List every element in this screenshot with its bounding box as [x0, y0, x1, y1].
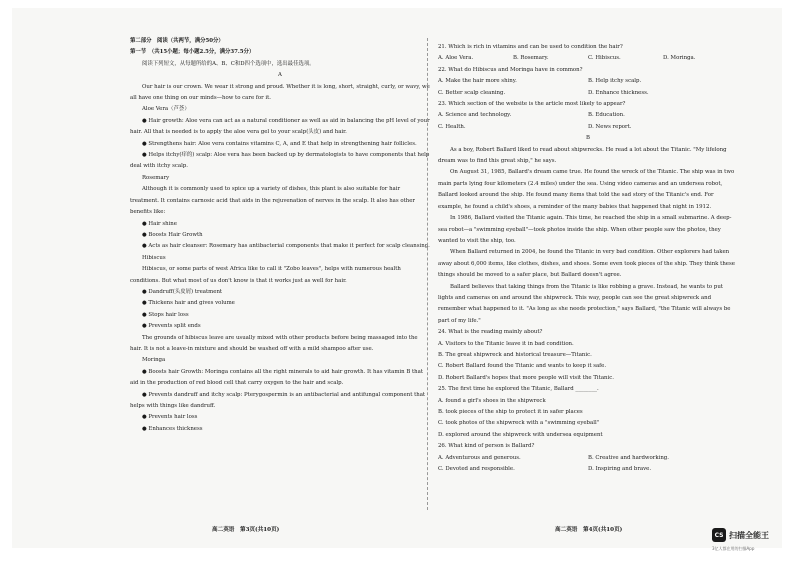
moringa-bullet-2: ● Prevents dandruff and itchy scalp: Pterygospermin is an antibacterial and antifungal component that helps with things like dandruff. — [130, 391, 426, 409]
q22-option-a: A. Make the hair more shiny. — [438, 78, 517, 85]
hibiscus-bullet-1: ● Dandruff(头皮屑) treatment — [142, 288, 223, 295]
scanner-app-name: 扫描全能王 — [729, 530, 769, 540]
section-title: 第一节 （共15小题；每小题2.5分，满分37.5分） — [130, 49, 255, 56]
question-24: 24. What is the reading mainly about? — [438, 329, 543, 336]
hibiscus-bullet-3: ● Stops hair loss — [142, 311, 189, 318]
passage-b-paragraph-4: When Ballard returned in 2004, he found the Titanic in very bad condition. Other explorers had taken away about 6,000 items, like clothes, dishes, and shoes. Some even took pieces of the ship. They think these things should be moved to a safer place, but Ballard doesn't agree. — [438, 249, 735, 279]
footer-page-3: 高二英语 第3页(共10页) — [212, 527, 280, 533]
moringa-bullet-3: ● Prevents hair loss — [142, 414, 198, 421]
aloe-title: Aloe Vera（芦荟） — [142, 106, 190, 113]
hibiscus-bullet-4: ● Prevents split ends — [142, 323, 201, 330]
rosemary-bullet-3: ● Acts as hair cleanser: Rosemary has antibacterial components that make it perfect for scalp cleansing. — [142, 243, 430, 250]
q23-option-a: A. Science and technology. — [438, 112, 512, 119]
q23-option-d: D. News report. — [588, 123, 632, 130]
question-26-options-cd — [438, 464, 738, 475]
q25-option-d: D. explored around the shipwreck with undersea equipment — [438, 431, 603, 438]
aloe-bullet-3: ● Helps itchy(痒的) scalp: Aloe vera has been backed up by dermatologists to have components that help deal with itchy scalp. — [130, 152, 430, 170]
q21-option-d: D. Moringa. — [663, 55, 696, 62]
question-23-options-ab — [438, 110, 738, 121]
scanned-page — [12, 8, 782, 548]
instructions: 阅读下列短文，从每题所给的A、B、C和D四个选项中，选出最佳选项。 — [142, 60, 315, 67]
question-22: 22. What do Hibiscus and Moringa have in common? — [438, 66, 583, 73]
q24-option-d: D. Robert Ballard's hopes that more people will visit the Titanic. — [438, 374, 614, 381]
q21-option-b: B. Rosemary. — [513, 55, 549, 62]
column-divider — [427, 38, 428, 510]
q21-option-a: A. Aloe Vera. — [438, 55, 474, 62]
part-title: 第二部分 阅读（共两节，满分50分） — [130, 38, 224, 44]
passage-b-paragraph-2: On August 31, 1985, Ballard's dream came true. He found the wreck of the Titanic. The ship was in two main parts lying four kilometers (2.4 miles) under the sea. Using video cameras and an undersea robot, Ballard looked around the ship. He found many items that told the sad story of the Titanic's end. For example, he found a child's shoes, a reminder of the many babies that happened that night in 1912. — [438, 169, 735, 210]
passage-b-paragraph-1: As a boy, Robert Ballard liked to read about shipwrecks. He read a lot about the Titanic. "My lifelong dream was to find this great ship," he says. — [438, 146, 727, 165]
question-26-options-ab — [438, 453, 738, 464]
q25-option-c: C. took photos of the shipwreck with a "swimming eyeball" — [438, 420, 600, 427]
question-23: 23. Which section of the website is the article most likely to appear? — [438, 101, 626, 108]
q23-option-b: B. Education. — [588, 112, 625, 119]
passage-a-label: A — [278, 72, 282, 79]
q22-option-d: D. Enhance thickness. — [588, 89, 649, 96]
q25-option-a: A. found a girl's shoes in the shipwreck — [438, 397, 546, 404]
q25-option-b: B. took pieces of the ship to protect it in safer places — [438, 409, 583, 415]
rosemary-bullet-1: ● Hair shine — [142, 220, 177, 227]
q21-option-c: C. Hibiscus. — [588, 55, 621, 62]
aloe-bullet-1: ● Hair growth: Aloe vera can act as a natural conditioner as well as aid in balancing the pH level of your hair. All that is needed is to apply the aloe vera gel to your scalp(头皮) and hair. — [130, 117, 430, 136]
rosemary-title: Rosemary — [142, 174, 170, 181]
right-column — [438, 42, 738, 475]
q26-option-b: B. Creative and hardworking. — [588, 454, 669, 461]
moringa-bullet-1: ● Boosts hair Growth: Moringa contains all the right minerals to aid hair growth. It has vitamin B that aid in the production of red blood cell that carry oxygen to the hair and scalp. — [130, 368, 424, 387]
aloe-bullet-2: ● Strengthens hair: Aloe vera contains vitamins C, A, and E that help in strengthening hair follicles. — [142, 140, 417, 147]
q22-option-c: C. Better scalp cleaning. — [438, 89, 506, 96]
passage-b-paragraph-3: In 1986, Ballard visited the Titanic again. This time, he reached the ship in a small submarine. A deep-sea robot—a "swimming eyeball"—took photos inside the ship. When other people saw the photos, they wanted to visit the ship, too. — [438, 215, 732, 244]
hibiscus-intro: Hibiscus, or some parts of west Africa like to call it "Zobo leaves", helps with numerous health conditions. But what most of us don't know is that it works just as well for hair. — [130, 266, 401, 284]
footer-page-4: 高二英语 第4页(共10页) — [555, 527, 623, 533]
question-21: 21. Which is rich in vitamins and can be used to condition the hair? — [438, 44, 623, 50]
q26-option-c: C. Devoted and responsible. — [438, 466, 515, 473]
rosemary-bullet-2: ● Boosts Hair Growth — [142, 231, 203, 238]
q26-option-a: A. Adventurous and generous. — [438, 454, 521, 461]
scanner-watermark — [712, 528, 769, 542]
left-column — [130, 36, 430, 435]
q26-option-d: D. Inspiring and brave. — [588, 466, 652, 473]
rosemary-intro: Although it is commonly used to spice up a variety of dishes, this plant is also suitable for hair treatment. It contains carnosic acid that aids in the rejuvenation of nerves in the scalp. It also has other benefits like: — [130, 186, 416, 216]
question-22-options-ab — [438, 76, 738, 87]
q24-option-b: B. The great shipwreck and historical treasure—Titanic. — [438, 351, 592, 358]
passage-b-label: B — [586, 135, 590, 142]
question-26: 26. What kind of person is Ballard? — [438, 443, 535, 450]
question-25: 25. The first time he explored the Titanic, Ballard ________. — [438, 386, 599, 393]
question-22-options-cd — [438, 88, 738, 99]
question-21-options — [438, 53, 738, 64]
q24-option-a: A. Visitors to the Titanic leave it in bad condition. — [438, 340, 574, 347]
scanner-logo-icon: CS — [712, 528, 726, 542]
passage-b-paragraph-5: Ballard believes that taking things from the Titanic is like robbing a grave. Instead, he wants to put lights and cameras on and around the shipwreck. This way, people can see the great shipwreck and remember what happened to it. "As long as she needs protection," says Ballard, "the Titanic will always be part of my life." — [438, 283, 731, 324]
moringa-bullet-4: ● Enhances thickness — [142, 425, 203, 432]
question-23-options-cd — [438, 122, 738, 133]
moringa-title: Moringa — [142, 357, 166, 364]
hibiscus-bullet-2: ● Thickens hair and gives volume — [142, 300, 235, 307]
q23-option-c: C. Health. — [438, 123, 466, 130]
hibiscus-title: Hibiscus — [142, 254, 166, 261]
scanner-tagline: 3亿人都在用的扫描App — [712, 546, 755, 551]
intro-paragraph: Our hair is our crown. We wear it strong and proud. Whether it is long, short, straight, curly, or wavy, we all have one thing on our minds—how to care for it. — [130, 83, 430, 102]
hibiscus-note: The grounds of hibiscus leave are usually mixed with other products before being massaged into the hair. It is not a leave-in mixture and should be washed off with a mild shampoo after use. — [130, 334, 418, 352]
q24-option-c: C. Robert Ballard found the Titanic and wants to keep it safe. — [438, 363, 607, 370]
q22-option-b: B. Help itchy scalp. — [588, 78, 642, 85]
